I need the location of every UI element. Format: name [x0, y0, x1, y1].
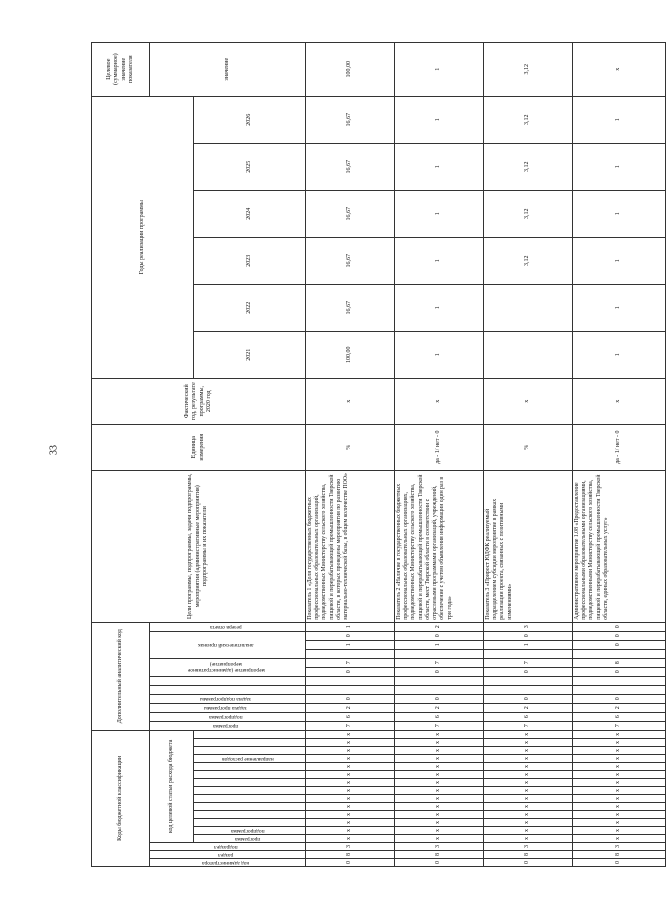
budget-code-cell: x — [484, 803, 573, 811]
header-year-2023: 2023 — [194, 237, 306, 284]
header-blank-10 — [194, 763, 306, 771]
year-value-cell: 16,67 — [306, 143, 395, 190]
fact-cell: x — [484, 378, 573, 424]
program-table-container — [91, 53, 622, 867]
header-blank-5 — [194, 803, 306, 811]
additional-code-cell: 0 — [484, 631, 573, 640]
budget-code-cell: x — [306, 827, 395, 835]
budget-code-cell: x — [484, 730, 573, 738]
header-event-code: мероприятие (административное мероприятие) — [150, 658, 306, 676]
header-program-code: программа — [194, 835, 306, 843]
additional-code-cell — [573, 649, 666, 658]
year-value-cell: 1 — [395, 96, 484, 143]
budget-code-cell: 3 — [484, 843, 573, 851]
budget-code-cell: x — [573, 771, 666, 779]
budget-code-cell: x — [306, 795, 395, 803]
additional-code-cell: 2 — [395, 622, 484, 631]
header-reserve: резерв ответа — [150, 622, 306, 631]
budget-code-cell: x — [395, 779, 484, 787]
budget-code-cell: x — [484, 787, 573, 795]
budget-code-cell: x — [395, 819, 484, 827]
fact-cell: x — [306, 378, 395, 424]
budget-code-cell: x — [484, 747, 573, 755]
budget-code-cell: x — [395, 835, 484, 843]
header-task-subprogram: задача подпрограммы — [150, 694, 306, 703]
additional-code-cell: 0 — [573, 694, 666, 703]
year-value-cell: 16,67 — [306, 96, 395, 143]
header-unit: Единица измерения — [92, 424, 306, 470]
budget-code-cell: x — [306, 787, 395, 795]
year-value-cell: 3,12 — [484, 190, 573, 237]
budget-code-cell: x — [484, 811, 573, 819]
header-analytic-indicator: аналитический признак — [150, 631, 306, 658]
year-value-cell: 16,67 — [306, 190, 395, 237]
header-additional-code: Дополнительный аналитический код — [92, 622, 150, 730]
budget-code-cell: x — [573, 795, 666, 803]
header-admin-code: код администратора — [150, 859, 306, 867]
budget-code-cell: x — [306, 803, 395, 811]
year-value-cell: 1 — [573, 331, 666, 378]
header-direction-code: направление расходов — [194, 755, 306, 763]
year-value-cell: 1 — [573, 284, 666, 331]
budget-code-cell: x — [573, 739, 666, 747]
header-blank-13 — [194, 730, 306, 738]
year-value-cell: 1 — [395, 284, 484, 331]
additional-code-cell — [395, 649, 484, 658]
additional-code-cell: 8 — [573, 658, 666, 667]
additional-code-cell: 6 — [484, 712, 573, 721]
budget-code-cell: x — [573, 730, 666, 738]
header-subprogram-code: подпрограмма — [194, 827, 306, 835]
additional-code-cell — [306, 676, 395, 685]
additional-code-cell: 7 — [573, 721, 666, 730]
budget-code-cell: x — [484, 835, 573, 843]
additional-code-cell: 0 — [573, 667, 666, 676]
header-year-2025: 2025 — [194, 143, 306, 190]
goal-cell: Показатель 1 «Доля государственных бюджетных профессиональных образовательных организаций, подведомственных Министерству сельского хозяйства, пищевой и перерабатывающей промышленности Тверской области, в которых проведены мероприятия по развитию материально-технической базы, в общем количестве ПОО» — [306, 470, 395, 622]
additional-code-cell: 6 — [395, 712, 484, 721]
year-value-cell: 1 — [573, 237, 666, 284]
budget-code-cell: 3 — [573, 843, 666, 851]
budget-code-cell: x — [395, 827, 484, 835]
additional-code-cell: 1 — [395, 640, 484, 649]
budget-code-cell: 8 — [573, 851, 666, 859]
additional-code-cell: 7 — [395, 658, 484, 667]
header-target-value: Целевое (суммарное) значение показателя — [92, 42, 150, 96]
year-value-cell: 3,12 — [484, 237, 573, 284]
header-blank-1 — [150, 685, 306, 694]
additional-code-cell: 0 — [484, 694, 573, 703]
unit-cell: % — [484, 424, 573, 470]
budget-code-cell: x — [573, 787, 666, 795]
additional-code-cell: 7 — [484, 658, 573, 667]
rotated-table-canvas — [91, 53, 622, 867]
additional-code-cell — [573, 676, 666, 685]
budget-code-cell: 3 — [395, 843, 484, 851]
header-blank-9 — [194, 771, 306, 779]
header-program: программа — [150, 721, 306, 730]
header-years-group: Годы реализации программы — [92, 96, 194, 378]
budget-code-cell: x — [573, 827, 666, 835]
budget-code-cell: x — [484, 795, 573, 803]
additional-code-cell: 7 — [306, 721, 395, 730]
target-value-cell: 3,12 — [484, 42, 573, 96]
header-value: значение — [150, 42, 306, 96]
year-value-cell: 3,12 — [484, 96, 573, 143]
table-body — [306, 42, 666, 866]
budget-code-cell: x — [395, 771, 484, 779]
additional-code-cell — [484, 649, 573, 658]
table-row — [573, 42, 666, 866]
budget-code-cell: x — [306, 771, 395, 779]
header-blank-11 — [194, 747, 306, 755]
budget-code-cell: x — [395, 811, 484, 819]
budget-code-cell: x — [306, 755, 395, 763]
budget-code-cell: 0 — [573, 859, 666, 867]
year-value-cell — [484, 331, 573, 378]
year-value-cell: 3,12 — [484, 143, 573, 190]
target-value-cell: 100,00 — [306, 42, 395, 96]
budget-code-cell: 8 — [395, 851, 484, 859]
budget-code-cell: x — [484, 763, 573, 771]
budget-code-cell: 0 — [484, 859, 573, 867]
budget-code-cell: x — [306, 819, 395, 827]
header-blank-12 — [194, 739, 306, 747]
fact-cell: x — [573, 378, 666, 424]
year-value-cell: 1 — [573, 96, 666, 143]
additional-code-cell: 0 — [306, 667, 395, 676]
header-subprogram: подпрограмма — [150, 712, 306, 721]
additional-code-cell: 0 — [306, 631, 395, 640]
header-blank-8 — [194, 779, 306, 787]
additional-code-cell — [306, 685, 395, 694]
target-value-cell: 1 — [395, 42, 484, 96]
fact-cell: x — [395, 378, 484, 424]
unit-cell: да - 1/ нет - 0 — [573, 424, 666, 470]
year-value-cell: 1 — [395, 331, 484, 378]
additional-code-cell: 1 — [306, 622, 395, 631]
unit-cell: да - 1/ нет - 0 — [395, 424, 484, 470]
budget-code-cell: x — [395, 730, 484, 738]
year-value-cell: 1 — [573, 143, 666, 190]
additional-code-cell — [484, 676, 573, 685]
budget-code-cell: x — [395, 795, 484, 803]
budget-code-cell: 8 — [484, 851, 573, 859]
header-budget-codes: Коды бюджетной классификации — [92, 730, 150, 866]
budget-code-cell: 0 — [395, 859, 484, 867]
budget-code-cell: 8 — [306, 851, 395, 859]
budget-code-cell: x — [306, 730, 395, 738]
year-value-cell: 16,67 — [306, 237, 395, 284]
additional-code-cell: 0 — [573, 622, 666, 631]
year-value-cell: 1 — [395, 237, 484, 284]
budget-code-cell: x — [484, 819, 573, 827]
additional-code-cell: 0 — [395, 694, 484, 703]
header-blank-4 — [194, 811, 306, 819]
budget-code-cell: x — [395, 739, 484, 747]
additional-code-cell — [395, 685, 484, 694]
budget-code-cell: x — [395, 803, 484, 811]
additional-code-cell: 2 — [395, 703, 484, 712]
budget-code-cell: x — [395, 787, 484, 795]
additional-code-cell — [395, 676, 484, 685]
additional-code-cell: 2 — [573, 703, 666, 712]
unit-cell: % — [306, 424, 395, 470]
table-row — [306, 42, 395, 866]
goal-cell: Административное мероприятие 1.08 «Предоставление профессиональными образовательными организациями, подведомственными Министерству сельского хозяйства, пищевой и перерабатывающей промышленности Тверской области, единых образовательных услуг» — [573, 470, 666, 622]
budget-code-cell: x — [306, 763, 395, 771]
header-blank-2 — [150, 676, 306, 685]
budget-code-cell: x — [573, 835, 666, 843]
budget-code-cell: x — [573, 755, 666, 763]
budget-code-cell: x — [306, 747, 395, 755]
budget-code-cell: x — [306, 739, 395, 747]
header-target-article: код целевой статьи расхода бюджета — [150, 730, 194, 842]
additional-code-cell: 3 — [484, 622, 573, 631]
additional-code-cell: 6 — [306, 712, 395, 721]
budget-code-cell: x — [573, 811, 666, 819]
year-value-cell: 16,67 — [306, 284, 395, 331]
year-value-cell: 100,00 — [306, 331, 395, 378]
budget-code-cell: x — [573, 763, 666, 771]
additional-code-cell: 2 — [484, 703, 573, 712]
header-year-2021: 2021 — [194, 331, 306, 378]
year-value-cell: 1 — [395, 190, 484, 237]
budget-code-cell: x — [573, 747, 666, 755]
additional-code-cell — [306, 649, 395, 658]
budget-code-cell: 3 — [306, 843, 395, 851]
budget-code-cell: x — [395, 747, 484, 755]
program-indicators-table — [91, 42, 666, 867]
header-blank-3 — [194, 819, 306, 827]
goal-cell: Показатель 3 «Прирост ЮДФК реализуемый подразделением субсидии мероприятие в рамках реализации проекта, связанных с позитивными изменениями» — [484, 470, 573, 622]
budget-code-cell: x — [306, 835, 395, 843]
additional-code-cell: 0 — [573, 640, 666, 649]
header-row-1 — [92, 42, 150, 866]
additional-code-cell: 6 — [573, 712, 666, 721]
table-row — [484, 42, 573, 866]
year-value-cell — [484, 284, 573, 331]
year-value-cell: 1 — [573, 190, 666, 237]
budget-code-cell: x — [484, 739, 573, 747]
budget-code-cell: x — [573, 779, 666, 787]
additional-code-cell — [484, 685, 573, 694]
budget-code-cell: x — [306, 779, 395, 787]
year-value-cell: 1 — [395, 143, 484, 190]
budget-code-cell: x — [573, 803, 666, 811]
additional-code-cell — [573, 685, 666, 694]
budget-code-cell: x — [306, 811, 395, 819]
goal-cell: Показатель 2 «Наличие в государственных бюджетных профессиональных образовательных организациях, подведомственных Министерству сельского хозяйства, пищевой и перерабатывающей промышленности Тверской области, мест Тверской области в соответствии с отраслевыми программами организаций, учреждений, обеспечение с учетом объявления информации один раз в три года» — [395, 470, 484, 622]
budget-code-cell: x — [484, 779, 573, 787]
header-year-2026: 2026 — [194, 96, 306, 143]
header-blank-6 — [194, 795, 306, 803]
additional-code-cell: 0 — [395, 667, 484, 676]
header-year-2024: 2024 — [194, 190, 306, 237]
budget-code-cell: x — [395, 755, 484, 763]
additional-code-cell: 1 — [306, 640, 395, 649]
budget-code-cell: x — [484, 771, 573, 779]
additional-code-cell: 1 — [484, 640, 573, 649]
header-subsection: подраздел — [150, 843, 306, 851]
header-blank-7 — [194, 787, 306, 795]
additional-code-cell: 0 — [395, 631, 484, 640]
budget-code-cell: x — [395, 763, 484, 771]
additional-code-cell: 7 — [484, 721, 573, 730]
header-section: раздел — [150, 851, 306, 859]
budget-code-cell: x — [484, 827, 573, 835]
header-year-2022: 2022 — [194, 284, 306, 331]
target-value-cell: x — [573, 42, 666, 96]
header-task-program: задача программы — [150, 703, 306, 712]
table-row — [395, 42, 484, 866]
additional-code-cell: 0 — [306, 694, 395, 703]
budget-code-cell: x — [573, 819, 666, 827]
budget-code-cell: x — [484, 755, 573, 763]
additional-code-cell: 2 — [306, 703, 395, 712]
additional-code-cell: 7 — [306, 658, 395, 667]
header-goal: Цели программы, подпрограммы, задачи подпрограммы, мероприятия (административные мероприятия) подпрограммы и их показатели — [92, 470, 306, 622]
page-number: 33 — [48, 445, 60, 455]
budget-code-cell: 0 — [306, 859, 395, 867]
additional-code-cell: 7 — [395, 721, 484, 730]
header-fact-year: Фактический год, результате программы, 2020 год — [92, 378, 306, 424]
additional-code-cell: 0 — [484, 667, 573, 676]
additional-code-cell: 0 — [573, 631, 666, 640]
